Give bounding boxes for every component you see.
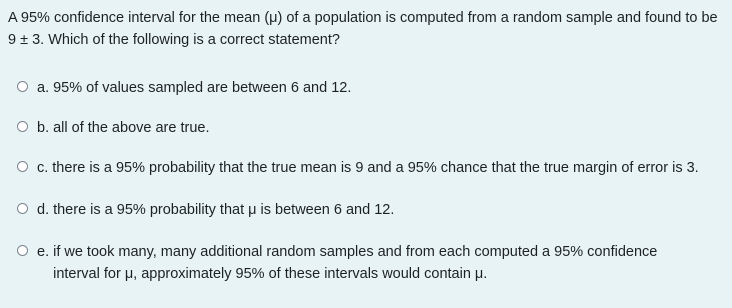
radio-button-e[interactable] bbox=[17, 245, 28, 256]
radio-button-a[interactable] bbox=[17, 81, 28, 92]
option-text-a[interactable]: 95% of values sampled are between 6 and 12. bbox=[53, 80, 352, 96]
option-text-d[interactable]: there is a 95% probability that μ is between 6 and 12. bbox=[53, 202, 395, 218]
radio-button-d[interactable] bbox=[17, 203, 28, 214]
option-letter-d: d. bbox=[37, 202, 50, 218]
option-text-c[interactable]: there is a 95% probability that the true mean is 9 and a 95% chance that the true margin of error is 3. bbox=[52, 160, 699, 176]
option-b[interactable] bbox=[17, 117, 209, 139]
radio-button-c[interactable] bbox=[17, 161, 28, 172]
option-c[interactable] bbox=[17, 157, 699, 179]
option-letter-a: a. bbox=[37, 80, 50, 96]
option-d[interactable] bbox=[17, 199, 394, 221]
option-letter-e: e. bbox=[37, 244, 50, 260]
option-e[interactable] bbox=[17, 241, 693, 285]
option-a[interactable] bbox=[17, 77, 351, 99]
question-text: A 95% confidence interval for the mean (μ) of a population is computed from a random sample and found to be 9 ± 3. Which of the following is a correct statement? bbox=[8, 10, 718, 48]
option-letter-b: b. bbox=[37, 120, 50, 136]
option-text-b[interactable]: all of the above are true. bbox=[53, 120, 210, 136]
option-text-e[interactable]: if we took many, many additional random samples and from each computed a 95% confidence interval for μ, approximately 95% of these intervals would contain μ. bbox=[53, 244, 658, 282]
option-letter-c: c. bbox=[37, 160, 49, 176]
radio-button-b[interactable] bbox=[17, 121, 28, 132]
